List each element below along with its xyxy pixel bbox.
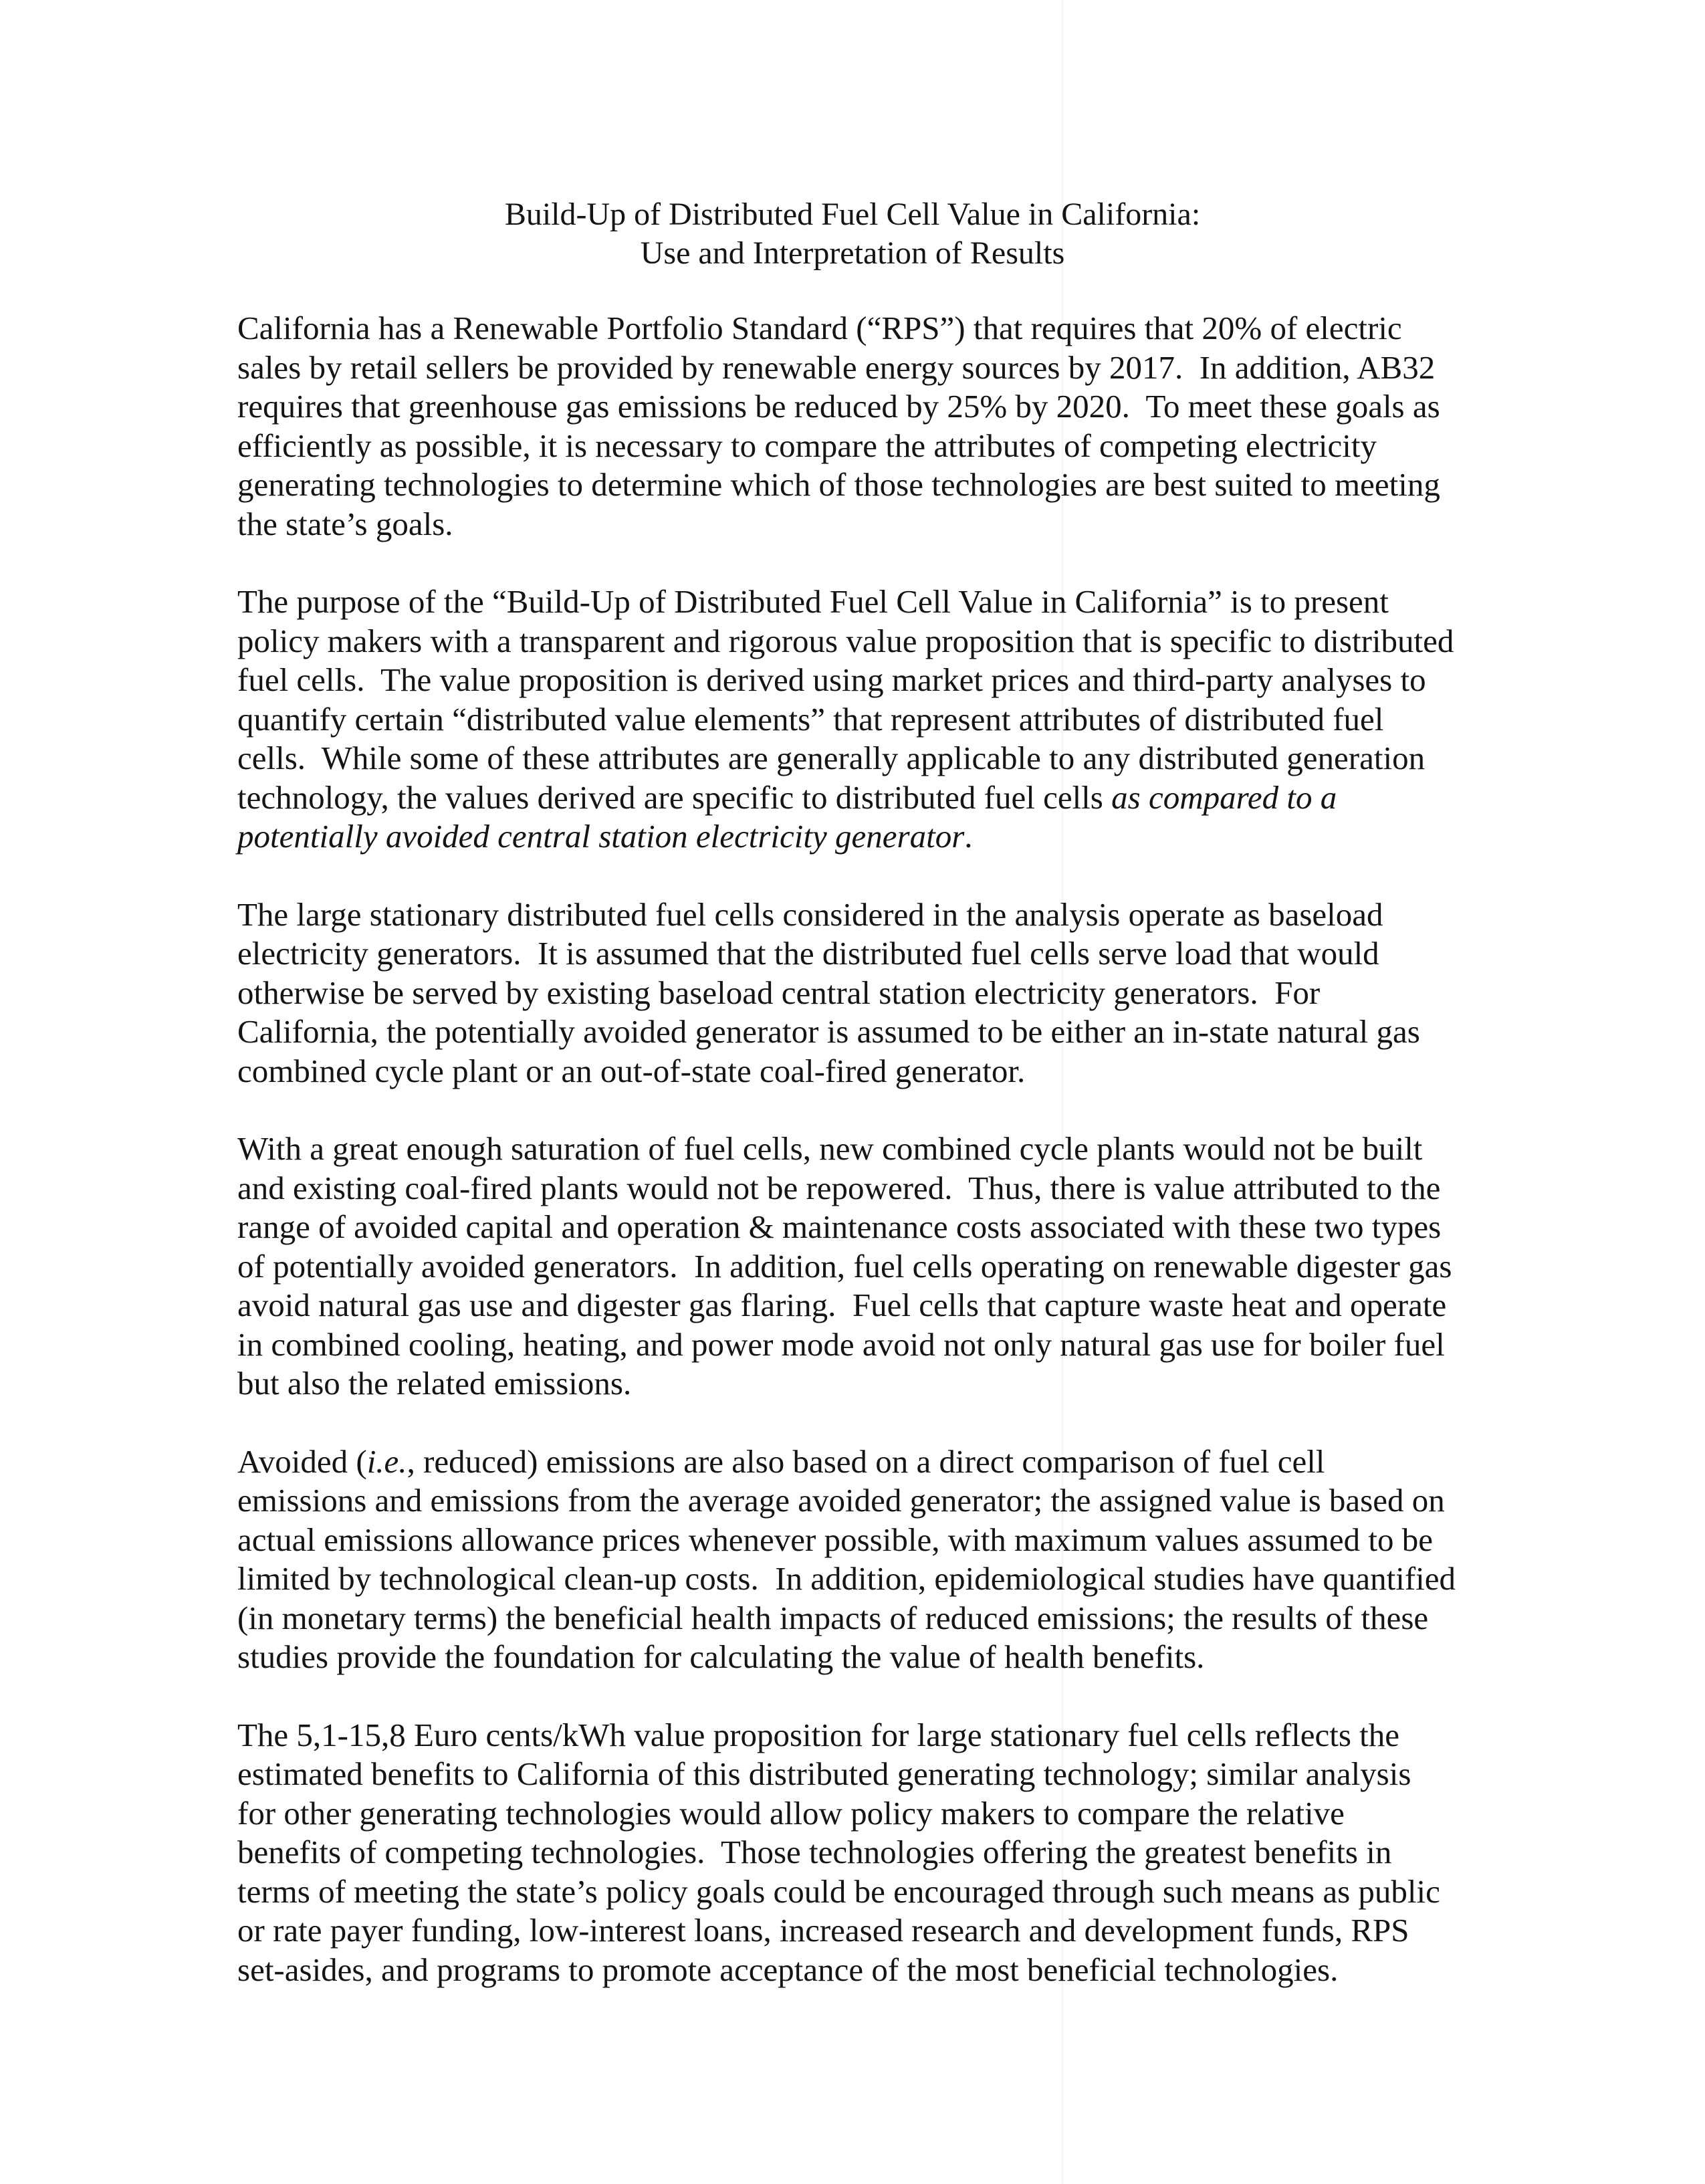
text-line: quantify certain “distributed value elements” that represent attributes of distributed fuel xyxy=(237,700,1384,738)
paragraph-rps-goals xyxy=(237,309,1508,544)
text-line: benefits of competing technologies. Those technologies offering the greatest benefits in xyxy=(237,1834,1392,1870)
text-line: sales by retail sellers be provided by renewable energy sources by 2017. In addition, AB32 xyxy=(237,348,1436,386)
document-title xyxy=(0,195,1705,273)
text-line: California has a Renewable Portfolio Standard (“RPS”) that requires that 20% of electric xyxy=(237,310,1402,346)
italic-text-run: potentially avoided central station electricity generator xyxy=(237,818,965,855)
text-line: The purpose of the “Build-Up of Distributed Fuel Cell Value in California” is to present xyxy=(237,583,1389,620)
text-line: With a great enough saturation of fuel cells, new combined cycle plants would not be built xyxy=(237,1130,1423,1167)
text-line: generating technologies to determine which of those technologies are best suited to meeting xyxy=(237,466,1440,503)
text-line: The 5,1-15,8 Euro cents/kWh value proposition for large stationary fuel cells reflects the xyxy=(237,1716,1400,1753)
text-line xyxy=(237,1442,1508,1482)
text-run: , reduced) emissions are also based on a direct comparison of fuel cell xyxy=(407,1442,1325,1480)
text-line: combined cycle plant or an out-of-state coal-fired generator. xyxy=(237,1052,1026,1089)
paragraph-saturation xyxy=(237,1129,1508,1404)
text-line: avoid natural gas use and digester gas flaring. Fuel cells that capture waste heat and operate xyxy=(237,1287,1447,1323)
text-line: (in monetary terms) the beneficial health impacts of reduced emissions; the results of these xyxy=(237,1599,1429,1636)
text-line: set-asides, and programs to promote acceptance of the most beneficial technologies. xyxy=(237,1951,1339,1988)
text-run: . xyxy=(964,818,973,855)
title-line-1: Build-Up of Distributed Fuel Cell Value in California: xyxy=(504,197,1201,232)
paragraph-avoided-emissions xyxy=(237,1442,1508,1677)
document-body xyxy=(237,309,1508,2028)
paragraph-purpose xyxy=(237,582,1508,857)
text-run: Avoided ( xyxy=(237,1442,367,1480)
text-line: for other generating technologies would allow policy makers to compare the relative xyxy=(237,1794,1345,1832)
text-line: California, the potentially avoided generator is assumed to be either an in-state natural gas xyxy=(237,1013,1420,1050)
text-line: studies provide the foundation for calculating the value of health benefits. xyxy=(237,1638,1205,1675)
text-line: efficiently as possible, it is necessary to compare the attributes of competing electricity xyxy=(237,427,1377,464)
text-line: in combined cooling, heating, and power mode avoid not only natural gas use for boiler fuel xyxy=(237,1325,1445,1363)
text-line: estimated benefits to California of this distributed generating technology; similar analysis xyxy=(237,1755,1411,1792)
text-run: technology, the values derived are specific to distributed fuel cells xyxy=(237,778,1112,816)
text-line: limited by technological clean-up costs. In addition, epidemiological studies have quantified xyxy=(237,1560,1456,1597)
paragraph-baseload xyxy=(237,895,1508,1091)
text-line: cells. While some of these attributes are generally applicable to any distributed generation xyxy=(237,740,1426,776)
paragraph-value-proposition xyxy=(237,1716,1508,1990)
text-line: the state’s goals. xyxy=(237,505,453,542)
text-line xyxy=(237,817,1508,857)
text-line xyxy=(237,778,1508,818)
text-line: actual emissions allowance prices whenever possible, with maximum values assumed to be xyxy=(237,1521,1434,1558)
text-line: range of avoided capital and operation & maintenance costs associated with these two types xyxy=(237,1208,1442,1245)
text-line: terms of meeting the state’s policy goals could be encouraged through such means as public xyxy=(237,1872,1440,1910)
text-line: and existing coal-fired plants would not be repowered. Thus, there is value attributed to the xyxy=(237,1169,1441,1206)
text-line: fuel cells. The value proposition is derived using market prices and third-party analyses to xyxy=(237,661,1426,698)
text-line: or rate payer funding, low-interest loans, increased research and development funds, RPS xyxy=(237,1912,1409,1949)
text-line: of potentially avoided generators. In addition, fuel cells operating on renewable digester gas xyxy=(237,1247,1452,1285)
text-line: otherwise be served by existing baseload central station electricity generators. For xyxy=(237,974,1321,1011)
text-line: but also the related emissions. xyxy=(237,1365,632,1402)
text-line: requires that greenhouse gas emissions be reduced by 25% by 2020. To meet these goals as xyxy=(237,388,1440,425)
italic-text-run: as compared to a xyxy=(1111,778,1337,816)
italic-text-run: i.e. xyxy=(366,1442,407,1480)
title-line-2: Use and Interpretation of Results xyxy=(640,235,1065,271)
text-line: emissions and emissions from the average avoided generator; the assigned value is based on xyxy=(237,1482,1445,1519)
text-line: policy makers with a transparent and rigorous value proposition that is specific to distributed xyxy=(237,622,1454,659)
text-line: electricity generators. It is assumed that the distributed fuel cells serve load that would xyxy=(237,935,1379,972)
text-line: The large stationary distributed fuel cells considered in the analysis operate as baseload xyxy=(237,895,1383,933)
